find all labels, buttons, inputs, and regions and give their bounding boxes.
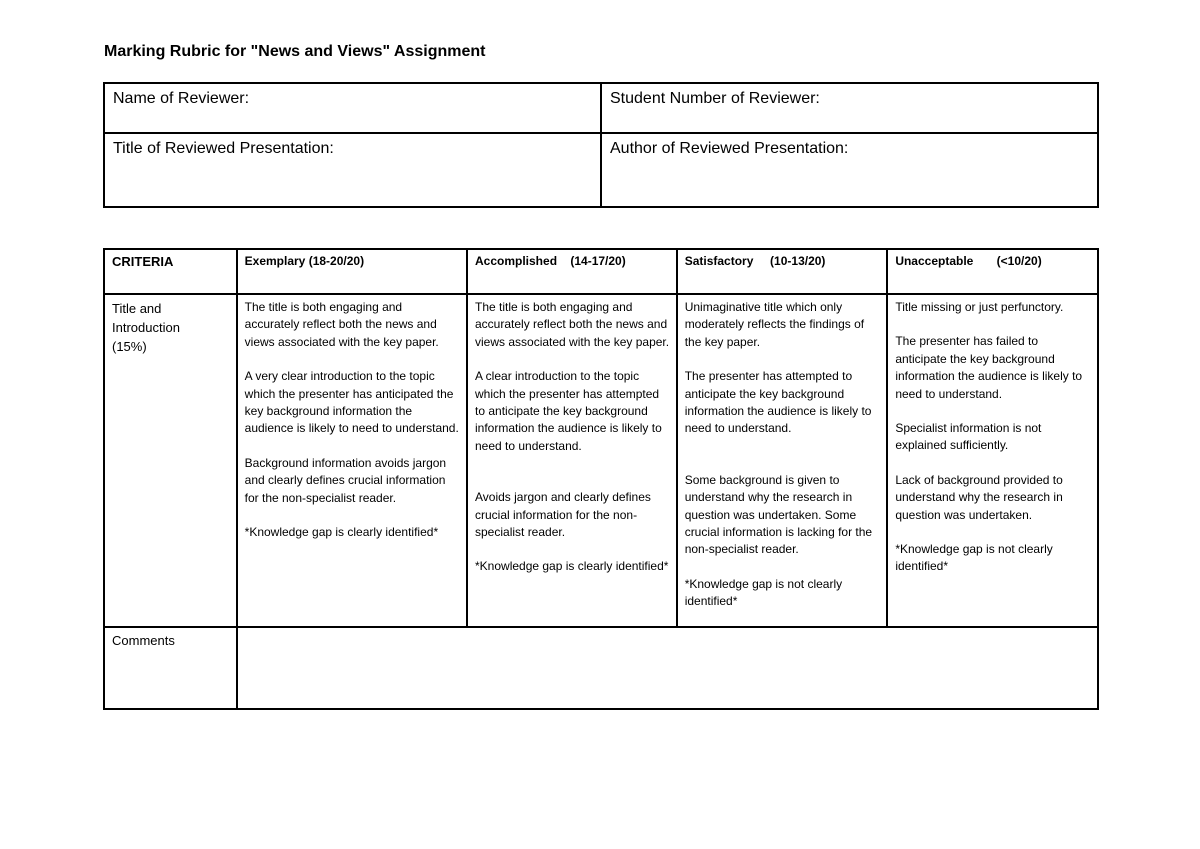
comments-label <box>104 627 237 709</box>
comments-row <box>104 627 1098 709</box>
header-satisfactory: Satisfactory (10-13/20) <box>677 249 888 294</box>
accomplished-text-1: The title is both engaging and accurately reflect both the news and views associated with the key paper. <box>475 300 670 349</box>
accomplished-text-4: *Knowledge gap is clearly identified* <box>475 559 669 574</box>
unacceptable-text-1: Title missing or just perfunctory. <box>895 300 1064 314</box>
author-of-presentation-field[interactable] <box>601 133 1098 207</box>
accomplished-cell <box>467 294 677 627</box>
student-number-field[interactable] <box>601 83 1098 133</box>
header-accomplished: Accomplished (14-17/20) <box>467 249 677 294</box>
author-of-presentation-label: Author of Reviewed Presentation: <box>610 140 849 157</box>
exemplary-text-2: A very clear introduction to the topic which the presenter has anticipated the key background information the audience is likely to need to understand. <box>244 369 459 436</box>
unacceptable-text-5: *Knowledge gap is not clearly identified* <box>895 542 1053 574</box>
name-of-reviewer-field[interactable] <box>104 83 601 133</box>
unacceptable-text-4: Lack of background provided to understand why the research in question was undertaken. <box>895 472 1063 522</box>
accomplished-text-3: Avoids jargon and clearly defines crucial information for the non-specialist reader. <box>475 490 651 540</box>
rubric-header-row <box>104 249 1098 294</box>
reviewer-info-table <box>103 82 1099 208</box>
header-exemplary: Exemplary (18-20/20) <box>237 249 467 294</box>
unacceptable-cell <box>887 294 1098 627</box>
header-criteria: CRITERIA <box>104 249 237 294</box>
satisfactory-text-1: Unimaginative title which only moderately reflects the findings of the key paper. <box>684 300 865 349</box>
rubric-criterion-row <box>104 294 1098 627</box>
exemplary-cell <box>237 294 467 627</box>
criterion-weight: (15%) <box>112 339 147 354</box>
criterion-line-1: Title and <box>112 301 162 316</box>
satisfactory-text-4: *Knowledge gap is not clearly identified* <box>684 576 843 609</box>
title-of-presentation-field[interactable] <box>104 133 601 207</box>
criterion-cell <box>104 294 237 627</box>
comments-label-text: Comments <box>112 633 175 648</box>
student-number-label: Student Number of Reviewer: <box>610 90 820 107</box>
header-unacceptable: Unacceptable (<10/20) <box>887 249 1098 294</box>
satisfactory-text-2: The presenter has attempted to anticipate the key background information the audience is likely to need to understand. <box>684 369 872 436</box>
criterion-line-2: Introduction <box>112 320 180 335</box>
exemplary-text-4: *Knowledge gap is clearly identified* <box>244 525 439 540</box>
page-title: Marking Rubric for "News and Views" Assignment <box>104 43 486 60</box>
unacceptable-text-3: Specialist information is not explained sufficiently. <box>895 421 1042 453</box>
satisfactory-text-3: Some background is given to understand why the research in question was undertaken. Some crucial information is lacking for the non-specialist reader. <box>684 472 873 557</box>
comments-field[interactable] <box>237 627 1098 709</box>
exemplary-text-3: Background information avoids jargon and clearly defines crucial information for the non-specialist reader. <box>244 455 447 505</box>
marking-rubric-table <box>103 248 1099 710</box>
accomplished-text-2: A clear introduction to the topic which the presenter has attempted to anticipate the key background information the audience is likely to need to understand. <box>475 369 662 453</box>
satisfactory-cell <box>677 294 888 627</box>
title-of-presentation-label: Title of Reviewed Presentation: <box>113 140 334 157</box>
unacceptable-text-2: The presenter has failed to anticipate the key background information the audience is likely to need to understand. <box>895 334 1083 401</box>
name-of-reviewer-label: Name of Reviewer: <box>113 90 250 107</box>
exemplary-text-1: The title is both engaging and accurately reflect both the news and views associated with the key paper. <box>244 300 439 349</box>
